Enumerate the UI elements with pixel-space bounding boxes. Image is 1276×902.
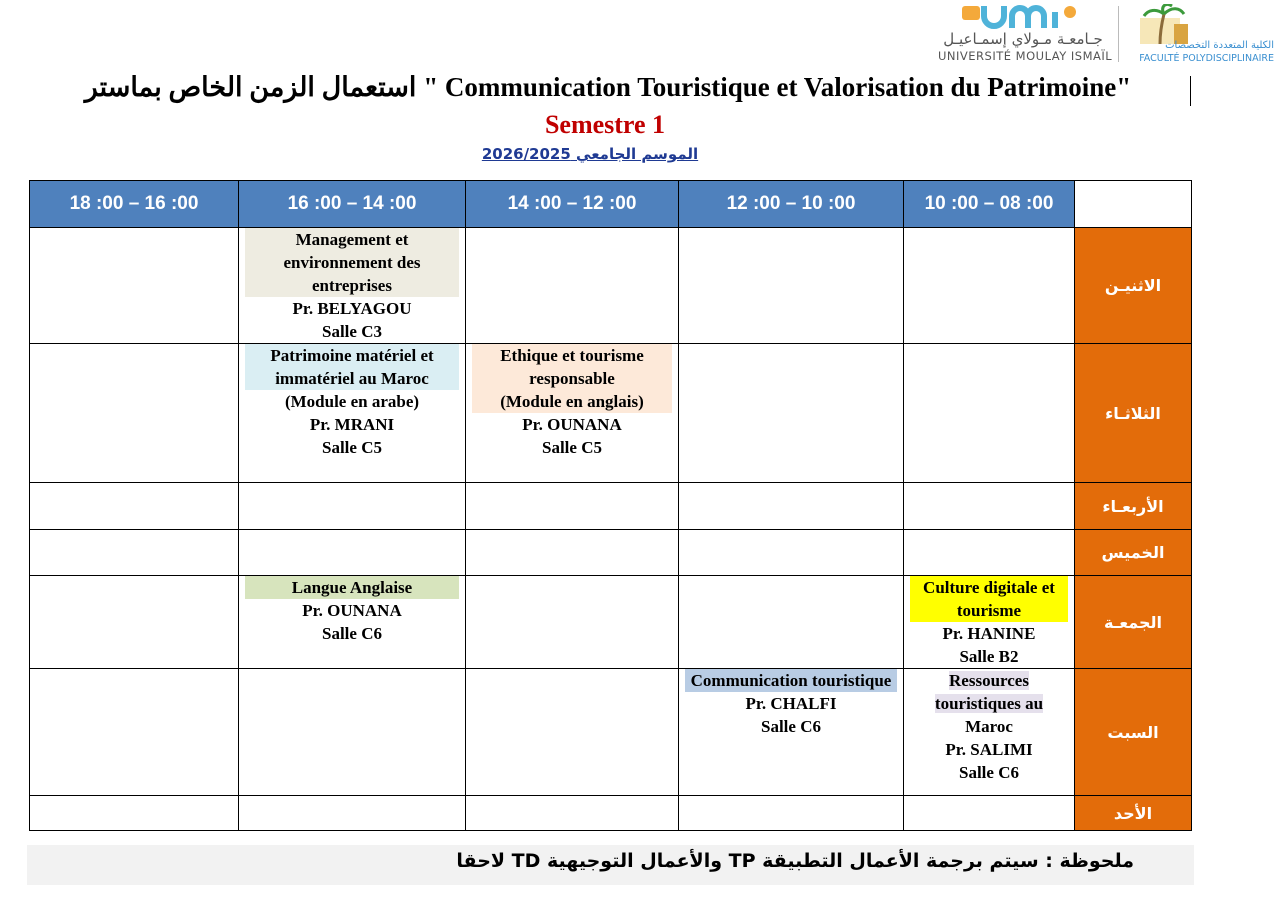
professor-name: Pr. MRANI	[309, 415, 395, 434]
empty-cell	[30, 669, 239, 796]
day-row-tuesday	[30, 344, 1192, 483]
day-label-wednesday: الأربعـاء	[1075, 483, 1192, 530]
title-divider	[1190, 76, 1191, 106]
room-label: Salle C5	[542, 438, 602, 457]
timeslot-12-14: 14 :00 – 12 :00	[466, 181, 679, 228]
day-row-thursday	[30, 530, 1192, 576]
note-text: ملحوظة : سيتم برجمة الأعمال التطبيقة TP والأعمال التوجيهية TD لاحقا	[456, 850, 1134, 872]
day-row-friday	[30, 576, 1192, 669]
day-row-sunday	[30, 796, 1192, 831]
day-label-thursday: الخميس	[1075, 530, 1192, 576]
room-label: Salle C6	[959, 763, 1019, 782]
course-title: Patrimoine matériel et immatériel au Maroc	[245, 344, 459, 390]
semester-label: Semestre 1	[544, 110, 666, 139]
umi-logo-icon	[960, 4, 1080, 30]
empty-cell	[466, 530, 679, 576]
empty-cell	[904, 344, 1075, 483]
note-box	[27, 845, 1194, 885]
course-title: Langue Anglaise	[245, 576, 459, 599]
course-title: Ressources touristiques au	[934, 671, 1044, 713]
faculty-logo	[1128, 2, 1274, 66]
university-logo	[938, 2, 1113, 64]
course-block	[908, 669, 1070, 715]
empty-cell	[466, 796, 679, 831]
course-block	[472, 344, 672, 413]
day-label-monday: الاثنيـن	[1075, 228, 1192, 344]
day-label-friday: الجمعـة	[1075, 576, 1192, 669]
empty-cell	[904, 228, 1075, 344]
empty-cell	[679, 344, 904, 483]
empty-cell	[679, 796, 904, 831]
timeslot-08-10: 10 :00 – 08 :00	[904, 181, 1075, 228]
faculty-name-french: FACULTÉ POLYDISCIPLINAIRE	[1139, 53, 1274, 64]
empty-cell	[904, 483, 1075, 530]
timeslot-14-16: 16 :00 – 14 :00	[239, 181, 466, 228]
empty-cell	[679, 576, 904, 669]
course-title: Culture digitale et tourisme	[910, 576, 1068, 622]
empty-cell	[466, 576, 679, 669]
session-cell	[904, 669, 1075, 796]
day-row-saturday	[30, 669, 1192, 796]
professor-name: Pr. OUNANA	[302, 601, 402, 620]
professor-name: Pr. SALIMI	[945, 740, 1033, 759]
empty-cell	[904, 530, 1075, 576]
day-label-tuesday: الثلاثـاء	[1075, 344, 1192, 483]
session-cell	[239, 228, 466, 344]
module-note: (Module en arabe)	[284, 392, 420, 411]
empty-cell	[30, 796, 239, 831]
day-label-saturday: السبت	[1075, 669, 1192, 796]
course-title-continued: Maroc	[965, 717, 1013, 736]
timetable	[29, 180, 1192, 831]
empty-cell	[30, 344, 239, 483]
course-title: Management et environnement des entreprises	[245, 228, 459, 297]
university-name-arabic: جـامعـة مـولاي إسمـاعيـل	[943, 30, 1103, 48]
timeslot-10-12: 12 :00 – 10 :00	[679, 181, 904, 228]
header-row	[30, 181, 1192, 228]
room-label: Salle B2	[959, 647, 1019, 666]
empty-cell	[466, 228, 679, 344]
session-cell	[466, 344, 679, 483]
faculty-name-arabic: الكلية المتعددة التخصصات	[1165, 40, 1274, 51]
empty-cell	[904, 796, 1075, 831]
room-label: Salle C6	[322, 624, 382, 643]
academic-year: الموسم الجامعي 2026/2025	[481, 145, 699, 163]
logo-divider	[1118, 6, 1119, 62]
session-cell	[904, 576, 1075, 669]
empty-cell	[239, 483, 466, 530]
page-title: استعمال الزمن الخاص بماستر " Communication Touristique et Valorisation du Patrimoine"	[84, 72, 1132, 102]
session-cell	[239, 344, 466, 483]
empty-cell	[679, 228, 904, 344]
module-note: (Module en anglais)	[500, 392, 644, 411]
day-label-sunday: الأحد	[1075, 796, 1192, 831]
university-name-french: UNIVERSITÉ MOULAY ISMAÏL	[938, 49, 1113, 63]
empty-cell	[466, 669, 679, 796]
empty-cell	[466, 483, 679, 530]
professor-name: Pr. CHALFI	[745, 694, 837, 713]
timeslot-16-18: 18 :00 – 16 :00	[30, 181, 239, 228]
professor-name: Pr. BELYAGOU	[292, 299, 412, 318]
empty-cell	[30, 483, 239, 530]
room-label: Salle C6	[761, 717, 821, 736]
session-cell	[239, 576, 466, 669]
course-title: Communication touristique	[685, 669, 897, 692]
room-label: Salle C3	[322, 322, 382, 341]
empty-cell	[30, 530, 239, 576]
room-label: Salle C5	[322, 438, 382, 457]
empty-cell	[30, 228, 239, 344]
empty-cell	[679, 530, 904, 576]
day-row-wednesday	[30, 483, 1192, 530]
empty-cell	[239, 796, 466, 831]
empty-cell	[30, 576, 239, 669]
corner-cell	[1075, 181, 1192, 228]
course-title: Ethique et tourisme responsable	[500, 346, 644, 388]
day-row-monday	[30, 228, 1192, 344]
session-cell	[679, 669, 904, 796]
empty-cell	[239, 530, 466, 576]
professor-name: Pr. OUNANA	[522, 415, 622, 434]
empty-cell	[679, 483, 904, 530]
empty-cell	[239, 669, 466, 796]
professor-name: Pr. HANINE	[942, 624, 1036, 643]
